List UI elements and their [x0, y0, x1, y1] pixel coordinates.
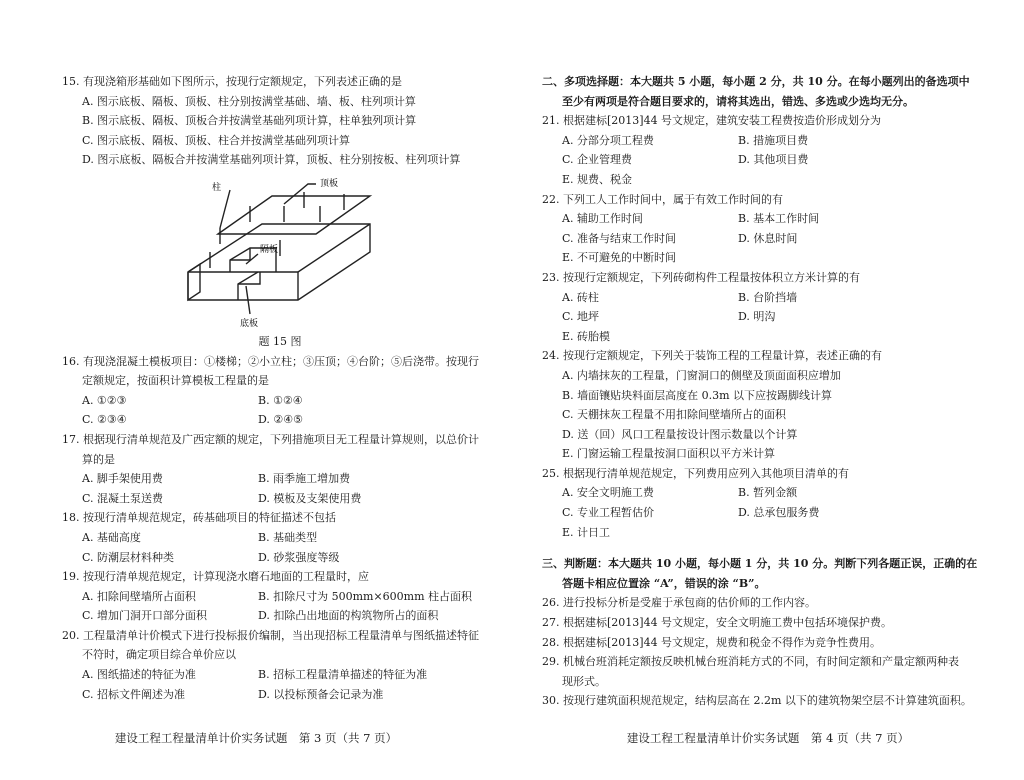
section-heading-line: 至少有两项是符合题目要求的，请将其选出，错选、多选或少选均无分。: [562, 94, 914, 108]
question-23: [542, 268, 974, 346]
option-d: D. ②④⑤: [258, 413, 304, 427]
box-foundation-drawing: [180, 174, 380, 332]
option-a: A. ①②③: [82, 393, 127, 407]
page-footer: 建设工程工程量清单计价实务试题 第 4 页（共 7 页）: [626, 731, 910, 745]
question-stem-cont: 定额规定，按面积计算模板工程量的是: [82, 374, 269, 388]
option-c: C. 地坪: [562, 310, 600, 324]
question-stem: 25. 根据现行清单规范规定，下列费用应列入其他项目清单的有: [542, 466, 849, 480]
option-a: A. 辅助工作时间: [562, 212, 643, 226]
option-d: D. 模板及支架使用费: [258, 491, 362, 505]
option-b: B. 图示底板、隔板、顶板合并按满堂基础列项计算，柱单独列项计算: [82, 114, 417, 128]
option-b: B. 基本工作时间: [738, 212, 820, 226]
judgment-29: 29. 机械台班消耗定额按反映机械台班消耗方式的不同，有时间定额和产量定额两种表: [542, 655, 959, 669]
question-stem: 17. 根据现行清单规范及广西定额的规定，下列措施项目无工程量计算规则，以总价计: [62, 432, 479, 446]
option-c: C. 混凝土泵送费: [82, 491, 164, 505]
option-row: [542, 503, 974, 523]
true-false-questions: [542, 593, 974, 711]
option-row: [62, 548, 492, 568]
option-d: D. 砂浆强度等级: [258, 550, 340, 564]
left-column: [62, 72, 492, 704]
option-b: B. 雨季施工增加费: [258, 472, 351, 486]
option-c: C. 天棚抹灰工程量不用扣除间壁墙所占的面积: [562, 408, 787, 422]
box-foundation-figure: [180, 174, 380, 352]
page-footer: 建设工程工程量清单计价实务试题 第 3 页（共 7 页）: [114, 731, 398, 745]
option-row: [62, 665, 492, 685]
option-a: A. 砖柱: [562, 290, 599, 304]
option-b: B. 扣除尺寸为 500mm×600mm 柱占面积: [258, 589, 472, 603]
question-15: [62, 72, 492, 170]
option-row: [62, 587, 492, 607]
right-column: [542, 72, 978, 711]
label-column: 柱: [212, 182, 222, 193]
question-stem: 20. 工程量清单计价模式下进行投标报价编制，当出现招标工程量清单与图纸描述特征: [62, 628, 479, 642]
label-top-slab: 顶板: [320, 178, 339, 189]
question-22: [542, 190, 974, 268]
option-row: [62, 410, 492, 430]
question-stem: 24. 按现行定额规定，下列关于装饰工程的工程量计算，表述正确的有: [542, 349, 882, 363]
option-d: D. 明沟: [738, 310, 776, 324]
option-e: E. 砖胎模: [562, 329, 611, 343]
option-c: C. ②③④: [82, 413, 127, 427]
option-e: E. 规费、税金: [562, 172, 633, 186]
option-d: D. 图示底板、隔板合并按满堂基础列项计算，顶板、柱分别按板、柱列项计算: [82, 153, 461, 167]
option-d: D. 扣除凸出地面的构筑物所占的面积: [258, 609, 439, 623]
option-d: D. 送（回）风口工程量按设计图示数量以个计算: [562, 427, 798, 441]
option-row: [542, 150, 974, 170]
judgment-30: 30. 按现行建筑面积规范规定，结构层高在 2.2m 以下的建筑物架空层不计算建筑面积。: [542, 694, 972, 708]
question-17: [62, 430, 492, 508]
option-b: B. 墙面镶贴块料面层高度在 0.3m 以下应按踢脚线计算: [562, 388, 832, 402]
judgment-28: 28. 根据建标[2013]44 号文规定，规费和税金不得作为竞争性费用。: [542, 635, 882, 649]
right-page: [512, 0, 1024, 780]
option-row: [62, 528, 492, 548]
option-d: D. 以投标预备会记录为准: [258, 687, 384, 701]
question-18: [62, 508, 492, 567]
option-row: [542, 229, 974, 249]
option-row: [62, 606, 492, 626]
option-e: E. 门窗运输工程量按洞口面积以平方米计算: [562, 447, 776, 461]
option-c: C. 专业工程暂估价: [562, 506, 655, 520]
judgment-27: 27. 根据建标[2013]44 号文规定，安全文明施工费中包括环境保护费。: [542, 616, 893, 630]
option-c: C. 防潮层材料种类: [82, 550, 175, 564]
judgment-26: 26. 进行投标分析是受雇于承包商的估价师的工作内容。: [542, 596, 816, 610]
question-stem: 23. 按现行定额规定，下列砖砌构件工程量按体积立方米计算的有: [542, 270, 860, 284]
question-16: [62, 352, 492, 430]
section-heading-true-false: [542, 554, 978, 593]
option-row: [542, 307, 974, 327]
question-25: [542, 464, 974, 542]
option-c: C. 准备与结束工作时间: [562, 231, 677, 245]
judgment-29-cont: 现形式。: [562, 674, 606, 688]
option-row: [542, 288, 974, 308]
question-stem-cont: 不符时，确定项目综合单价应以: [82, 648, 236, 662]
option-a: A. 扣除间壁墙所占面积: [82, 589, 196, 603]
option-b: B. 措施项目费: [738, 133, 809, 147]
question-21: [542, 111, 974, 189]
option-a: A. 脚手架使用费: [82, 472, 163, 486]
question-stem-cont: 算的是: [82, 452, 115, 466]
figure-caption: 题 15 图: [258, 334, 302, 348]
option-c: C. 招标文件阐述为准: [82, 687, 186, 701]
question-19: [62, 567, 492, 626]
label-partition: 隔板: [260, 244, 279, 255]
option-row: [62, 391, 492, 411]
option-a: A. 分部分项工程费: [562, 133, 654, 147]
question-20: [62, 626, 492, 704]
section-heading-line: 三、判断题：本大题共 10 小题，每小题 1 分，共 10 分。判断下列各题正误，正确的在: [542, 557, 978, 571]
option-d: D. 总承包服务费: [738, 506, 820, 520]
option-row: [62, 685, 492, 705]
option-b: B. 招标工程量清单描述的特征为准: [258, 668, 428, 682]
section-heading-multiple-choice: [542, 72, 974, 111]
option-row: [542, 483, 974, 503]
option-b: B. 基础类型: [258, 530, 318, 544]
option-a: A. 图示底板、隔板、顶板、柱分别按满堂基础、墙、板、柱列项计算: [82, 94, 416, 108]
option-a: A. 安全文明施工费: [562, 486, 654, 500]
question-stem: 18. 按现行清单规范规定，砖基础项目的特征描述不包括: [62, 511, 336, 525]
section-heading-line: 二、多项选择题：本大题共 5 小题，每小题 2 分，共 10 分。在每小题列出的备选项中: [542, 75, 970, 88]
option-e: E. 不可避免的中断时间: [562, 251, 677, 265]
option-b: B. 暂列金额: [738, 486, 798, 500]
spacer: [542, 542, 974, 554]
option-row: [62, 469, 492, 489]
option-e: E. 计日工: [562, 525, 611, 539]
question-stem: 16. 有现浇混凝土模板项目：①楼梯；②小立柱；③压顶；④台阶；⑤后浇带。按现行: [62, 354, 479, 368]
option-d: D. 其他项目费: [738, 153, 809, 167]
option-d: D. 休息时间: [738, 231, 798, 245]
option-a: A. 图纸描述的特征为准: [82, 668, 196, 682]
question-stem: 22. 下列工人工作时间中，属于有效工作时间的有: [542, 192, 783, 206]
option-b: B. ①②④: [258, 393, 303, 407]
option-c: C. 增加门洞开口部分面积: [82, 609, 208, 623]
option-b: B. 台阶挡墙: [738, 290, 798, 304]
question-stem: 15. 有现浇箱形基础如下图所示，按现行定额规定，下列表述正确的是: [62, 75, 402, 88]
option-row: [542, 131, 974, 151]
question-24: [542, 346, 974, 464]
option-a: A. 内墙抹灰的工程量，门窗洞口的侧壁及顶面面积应增加: [562, 368, 841, 382]
label-bottom-slab: 底板: [240, 318, 259, 329]
option-a: A. 基础高度: [82, 530, 141, 544]
question-stem: 19. 按现行清单规范规定，计算现浇水磨石地面的工程量时，应: [62, 570, 369, 584]
option-row: [542, 209, 974, 229]
question-stem: 21. 根据建标[2013]44 号文规定，建筑安装工程费按造价形成划分为: [542, 114, 882, 128]
option-c: C. 企业管理费: [562, 153, 633, 167]
option-c: C. 图示底板、隔板、顶板、柱合并按满堂基础列项计算: [82, 133, 351, 147]
section-heading-line: 答题卡相应位置涂 “A”，错误的涂 “B”。: [562, 576, 766, 590]
option-row: [62, 489, 492, 509]
